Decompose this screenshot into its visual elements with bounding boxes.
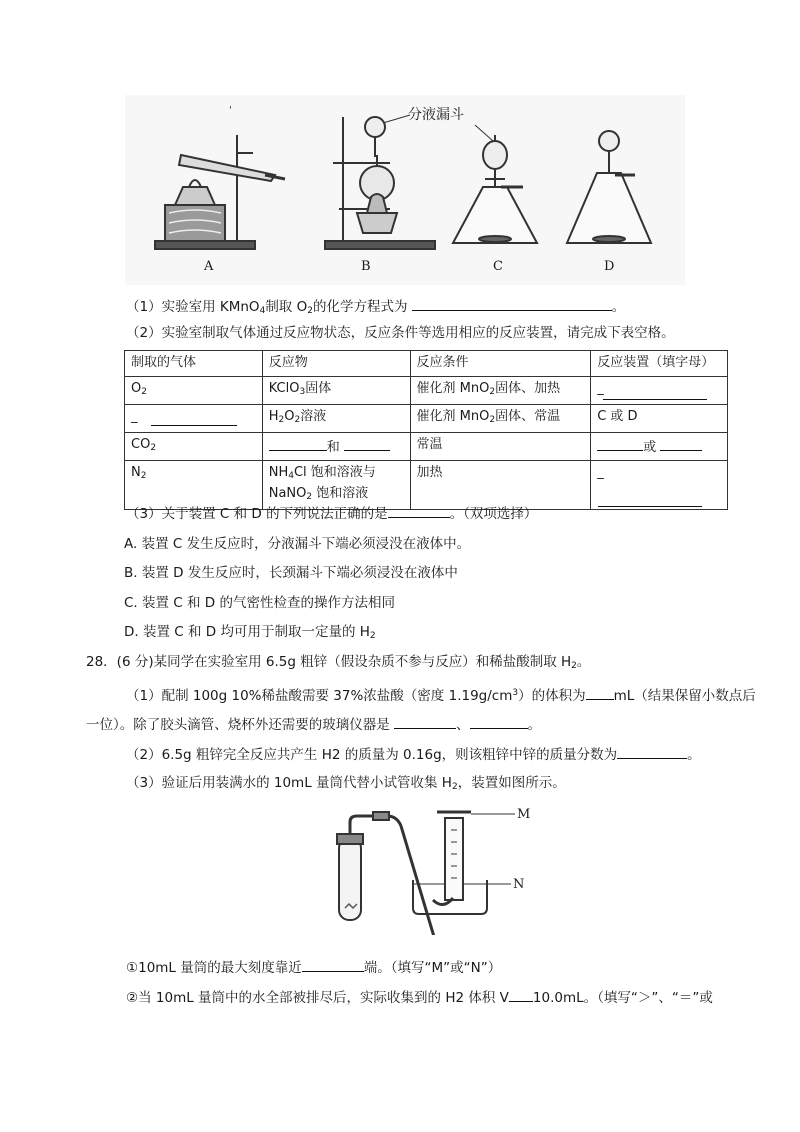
table-cell: KClO3固体 <box>262 377 410 405</box>
table-cell: O2 <box>125 377 263 405</box>
reaction-table <box>124 350 728 510</box>
option-b: B. 装置 D 发生反应时，长颈漏斗下端必须浸没在液体中 <box>124 565 458 581</box>
answer-blank-device-4[interactable] <box>598 492 702 507</box>
table-cell: _ <box>591 377 728 405</box>
svg-text:': ' <box>229 105 232 116</box>
answer-blank-28-1b[interactable] <box>394 714 456 729</box>
question-1: （1）实验室用 KMnO4制取 O2的化学方程式为 。 <box>126 296 625 321</box>
label-a: A <box>204 259 214 274</box>
answer-blank-device-1[interactable] <box>603 385 707 400</box>
table-cell: 催化剂 MnO2固体、加热 <box>410 377 591 405</box>
answer-blank-reactant-3a[interactable] <box>269 436 327 451</box>
table-cell: 或 <box>591 433 728 461</box>
answer-blank-28-2[interactable] <box>617 744 687 759</box>
answer-blank-28-1c[interactable] <box>470 714 528 729</box>
question-28-3: （3）验证后用装满水的 10mL 量筒代替小试管收集 H2，装置如图所示。 <box>126 775 566 792</box>
answer-blank-device-3b[interactable] <box>660 436 702 451</box>
table-row <box>125 433 728 461</box>
label-n: N <box>513 877 525 892</box>
option-d: D. 装置 C 和 D 均可用于制取一定量的 H2 <box>124 624 376 641</box>
option-a: A. 装置 C 发生反应时，分液漏斗下端必须浸没在液体中。 <box>124 536 471 552</box>
question-2: （2）实验室制取气体通过反应物状态，反应条件等选用相应的反应装置，请完成下表空格。 <box>126 325 675 341</box>
table-header: 制取的气体 <box>125 351 263 377</box>
question-28-1-cont: 一位）。除了胶头滴管、烧杯外还需要的玻璃仪器是 、 。 <box>86 714 541 735</box>
table-cell: H2O2溶液 <box>262 405 410 433</box>
table-cell: 常温 <box>410 433 591 461</box>
answer-blank-3[interactable] <box>388 503 450 518</box>
option-c: C. 装置 C 和 D 的气密性检查的操作方法相同 <box>124 595 395 611</box>
table-cell: _ <box>591 461 728 510</box>
table-header: 反应装置（填字母） <box>591 351 728 377</box>
label-c: C <box>493 259 503 274</box>
apparatus-figure <box>125 95 685 285</box>
table-row <box>125 377 728 405</box>
answer-blank-reactant-3b[interactable] <box>344 436 390 451</box>
answer-blank-1[interactable] <box>412 296 612 311</box>
table-header-row <box>125 351 728 377</box>
question-28: 28．(6 分)某同学在实验室用 6.5g 粗锌（假设杂质不参与反应）和稀盐酸制取 H2。 <box>86 654 591 671</box>
question-28-1: （1）配制 100g 10%稀盐酸需要 37%浓盐酸（密度 $1.19g/cm^3$）的体积为 mL（结果保留小数点后 <box>126 683 756 706</box>
table-cell: 和 <box>262 433 410 461</box>
table-cell: CO2 <box>125 433 263 461</box>
table-cell: 催化剂 MnO2固体、常温 <box>410 405 591 433</box>
answer-blank-28-1a[interactable] <box>586 685 614 700</box>
answer-blank-28-3-1[interactable] <box>302 957 364 972</box>
label-m: M <box>517 807 531 822</box>
answer-blank-gas-2[interactable] <box>151 411 237 426</box>
table-header: 反应条件 <box>410 351 591 377</box>
table-row <box>125 405 728 433</box>
label-b: B <box>361 259 371 274</box>
table-header: 反应物 <box>262 351 410 377</box>
question-28-3-1: ①10mL 量筒的最大刻度靠近 端。（填写“M”或“N”） <box>126 957 501 978</box>
table-cell: NH4Cl 饱和溶液与 NaNO2 饱和溶液 <box>262 461 410 510</box>
question-28-3-2: ②当 10mL 量筒中的水全部被排尽后，实际收集到的 H2 体积 V 10.0mL。（填写“＞”、“＝”或 <box>126 987 713 1008</box>
table-cell: 加热 <box>410 461 591 510</box>
label-d: D <box>604 259 615 274</box>
table-cell: C 或 D <box>591 405 728 433</box>
question-28-2: （2）6.5g 粗锌完全反应共产生 H2 的质量为 0.16g，则该粗锌中锌的质量分数为 。 <box>126 744 701 765</box>
table-cell: N2 <box>125 461 263 510</box>
answer-blank-device-3a[interactable] <box>597 436 643 451</box>
question-3: （3）关于装置 C 和 D 的下列说法正确的是 。（双项选择） <box>126 503 537 524</box>
figure-callout: 分液漏斗 <box>408 107 464 123</box>
table-cell: _ <box>125 405 263 433</box>
answer-blank-28-3-2[interactable] <box>509 987 533 1002</box>
